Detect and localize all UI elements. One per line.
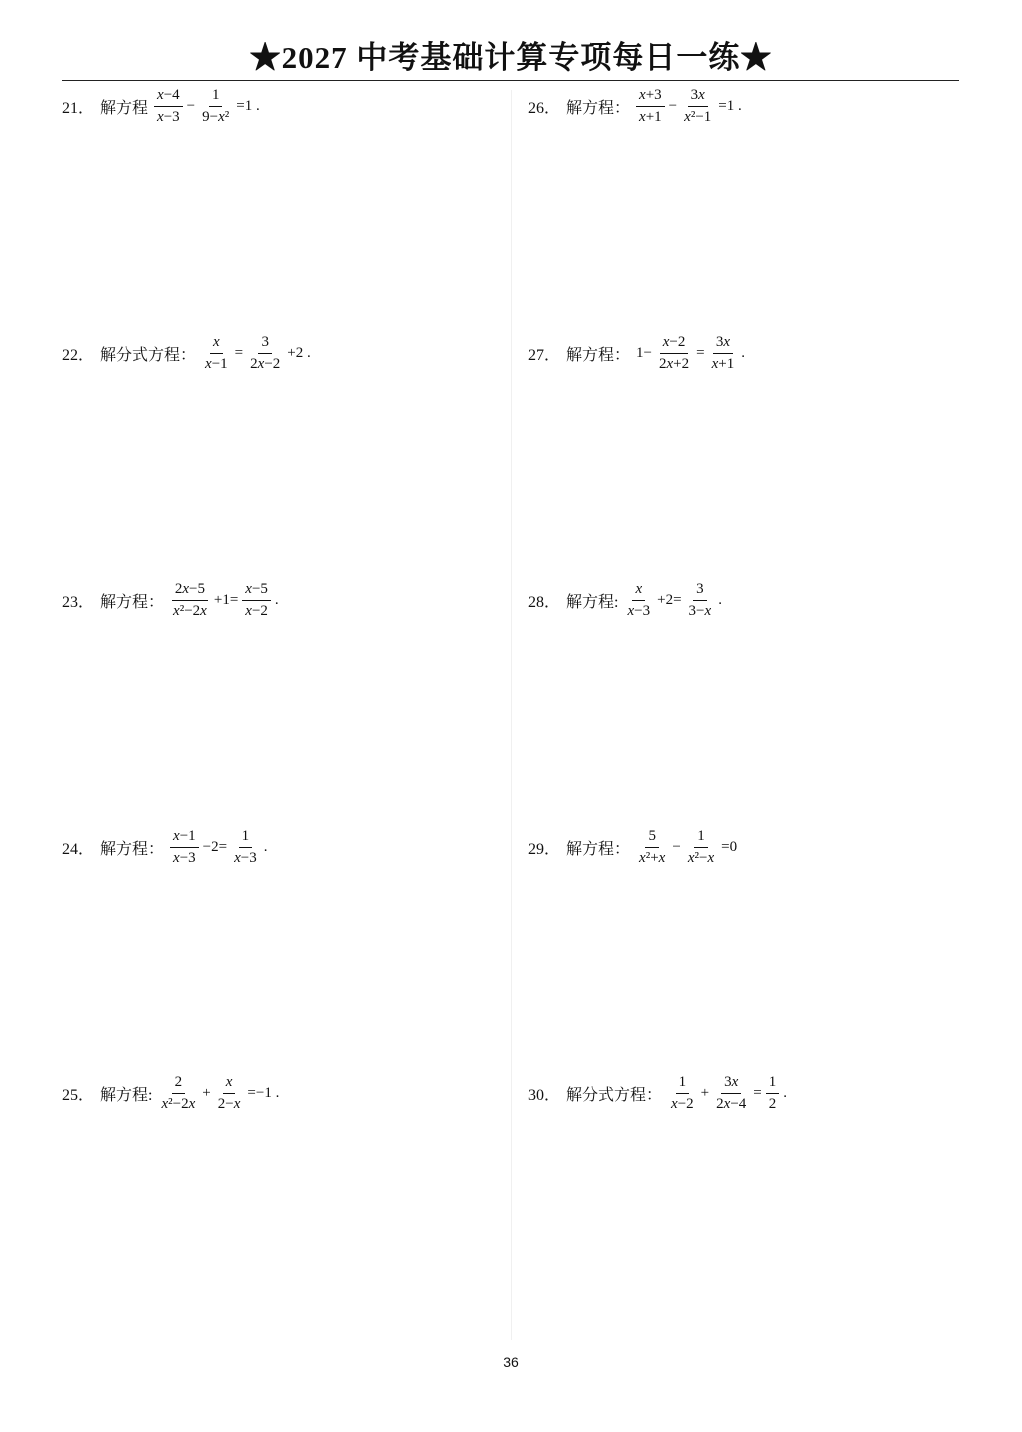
problem-number: 23．	[62, 593, 95, 611]
denominator: x−1	[205, 355, 228, 372]
numerator: 5	[645, 827, 659, 848]
operator: −2=	[202, 838, 228, 855]
operator: .	[274, 591, 279, 608]
operator: =	[753, 1084, 762, 1101]
problem-22	[62, 328, 313, 378]
fraction	[154, 86, 183, 127]
operator: .	[783, 1084, 787, 1101]
operator: −	[672, 838, 681, 855]
denominator: x²−x	[687, 849, 715, 866]
operator: +1=	[213, 591, 239, 608]
numerator: x+3	[636, 86, 665, 107]
problem-number: 24．	[62, 840, 95, 858]
numerator: 1	[239, 827, 253, 848]
problem-30	[528, 1068, 789, 1118]
page-number: 36	[503, 1354, 519, 1370]
operator: −	[186, 97, 196, 114]
denominator: x−3	[234, 849, 257, 866]
denominator: x−2	[671, 1095, 694, 1112]
denominator: 2	[768, 1095, 777, 1112]
denominator: x−3	[627, 602, 651, 619]
problem-number: 29．	[528, 840, 561, 858]
fraction	[709, 333, 738, 374]
fraction	[215, 1073, 244, 1114]
numerator: x	[223, 1073, 236, 1094]
operator: +2 .	[287, 344, 311, 361]
denominator: x−3	[173, 849, 196, 866]
problem-23	[62, 575, 281, 625]
problem-number: 27．	[528, 346, 561, 364]
numerator: 3x	[688, 86, 708, 107]
numerator: 3x	[713, 333, 733, 354]
problem-instruction: 解方程:	[566, 593, 619, 611]
operator: 1−	[636, 344, 652, 361]
operator: .	[718, 591, 722, 608]
problem-21	[62, 81, 262, 131]
numerator: 1	[209, 86, 223, 107]
denominator: x²−2x	[173, 602, 207, 619]
denominator: x+1	[711, 355, 735, 372]
fraction	[713, 1073, 749, 1114]
problem-25	[62, 1068, 281, 1118]
fraction	[247, 333, 283, 374]
numerator: 2x−5	[172, 580, 208, 601]
numerator: x−4	[154, 86, 183, 107]
operator: =−1 .	[247, 1084, 280, 1101]
problem-instruction: 解方程：	[566, 346, 631, 364]
denominator: x−3	[157, 108, 180, 125]
problem-27	[528, 328, 747, 378]
numerator: 3	[693, 580, 707, 601]
denominator: x−2	[245, 602, 268, 619]
operator: +	[202, 1084, 211, 1101]
denominator: 2x+2	[659, 355, 690, 372]
fraction	[242, 580, 271, 621]
operator: −	[668, 97, 678, 114]
fraction	[624, 580, 653, 621]
numerator: 1	[766, 1073, 780, 1094]
operator: +	[700, 1084, 710, 1101]
operator: =1 .	[236, 97, 260, 114]
operator: .	[741, 344, 745, 361]
problem-instruction: 解分式方程：	[566, 1086, 663, 1104]
denominator: x²+x	[639, 849, 666, 866]
fraction	[668, 1073, 697, 1114]
fraction	[686, 580, 715, 621]
fraction	[199, 86, 232, 127]
fraction	[158, 1073, 198, 1114]
problem-number: 30．	[528, 1086, 561, 1104]
problem-instruction: 解方程：	[566, 840, 631, 858]
problem-instruction: 解方程：	[100, 593, 165, 611]
fraction	[170, 580, 210, 621]
problem-instruction: 解方程:	[100, 1086, 153, 1104]
numerator: x−5	[242, 580, 271, 601]
problem-28	[528, 575, 724, 625]
problem-number: 22．	[62, 346, 95, 364]
denominator: 2x−2	[250, 355, 281, 372]
fraction	[685, 827, 717, 868]
problem-instruction: 解方程	[100, 99, 149, 117]
numerator: x	[210, 333, 223, 354]
numerator: 3	[258, 333, 272, 354]
problem-number: 26．	[528, 99, 561, 117]
fraction	[656, 333, 692, 374]
numerator: x−2	[660, 333, 689, 354]
operator: +2=	[657, 591, 682, 608]
denominator: 2−x	[217, 1095, 241, 1112]
operator: .	[263, 838, 268, 855]
problem-number: 21．	[62, 99, 95, 117]
problem-24	[62, 822, 270, 872]
fraction	[636, 827, 668, 868]
problem-number: 28．	[528, 593, 561, 611]
denominator: 9−x²	[202, 108, 230, 125]
operator: =	[234, 344, 244, 361]
denominator: 3−x	[688, 602, 712, 619]
denominator: x+1	[639, 108, 662, 125]
problem-29	[528, 822, 739, 872]
operator: =1 .	[718, 97, 742, 114]
numerator: 2	[172, 1073, 186, 1094]
denominator: 2x−4	[716, 1095, 747, 1112]
fraction	[766, 1073, 780, 1114]
fraction	[681, 86, 714, 127]
fraction	[231, 827, 260, 868]
fraction	[170, 827, 199, 868]
fraction	[202, 333, 231, 374]
numerator: x−1	[170, 827, 199, 848]
numerator: x	[632, 580, 645, 601]
problem-instruction: 解方程：	[566, 99, 631, 117]
problem-26	[528, 81, 744, 131]
problem-instruction: 解方程：	[100, 840, 165, 858]
numerator: 1	[676, 1073, 690, 1094]
denominator: x²−2x	[161, 1095, 196, 1112]
operator: =	[696, 344, 705, 361]
problem-number: 25．	[62, 1086, 95, 1104]
fraction	[636, 86, 665, 127]
numerator: 3x	[721, 1073, 741, 1094]
page-title: ★2027 中考基础计算专项每日一练★	[249, 40, 773, 75]
problem-instruction: 解分式方程：	[100, 346, 197, 364]
numerator: 1	[694, 827, 708, 848]
column-divider	[511, 90, 512, 1340]
operator: =0	[721, 838, 738, 855]
denominator: x²−1	[684, 108, 712, 125]
